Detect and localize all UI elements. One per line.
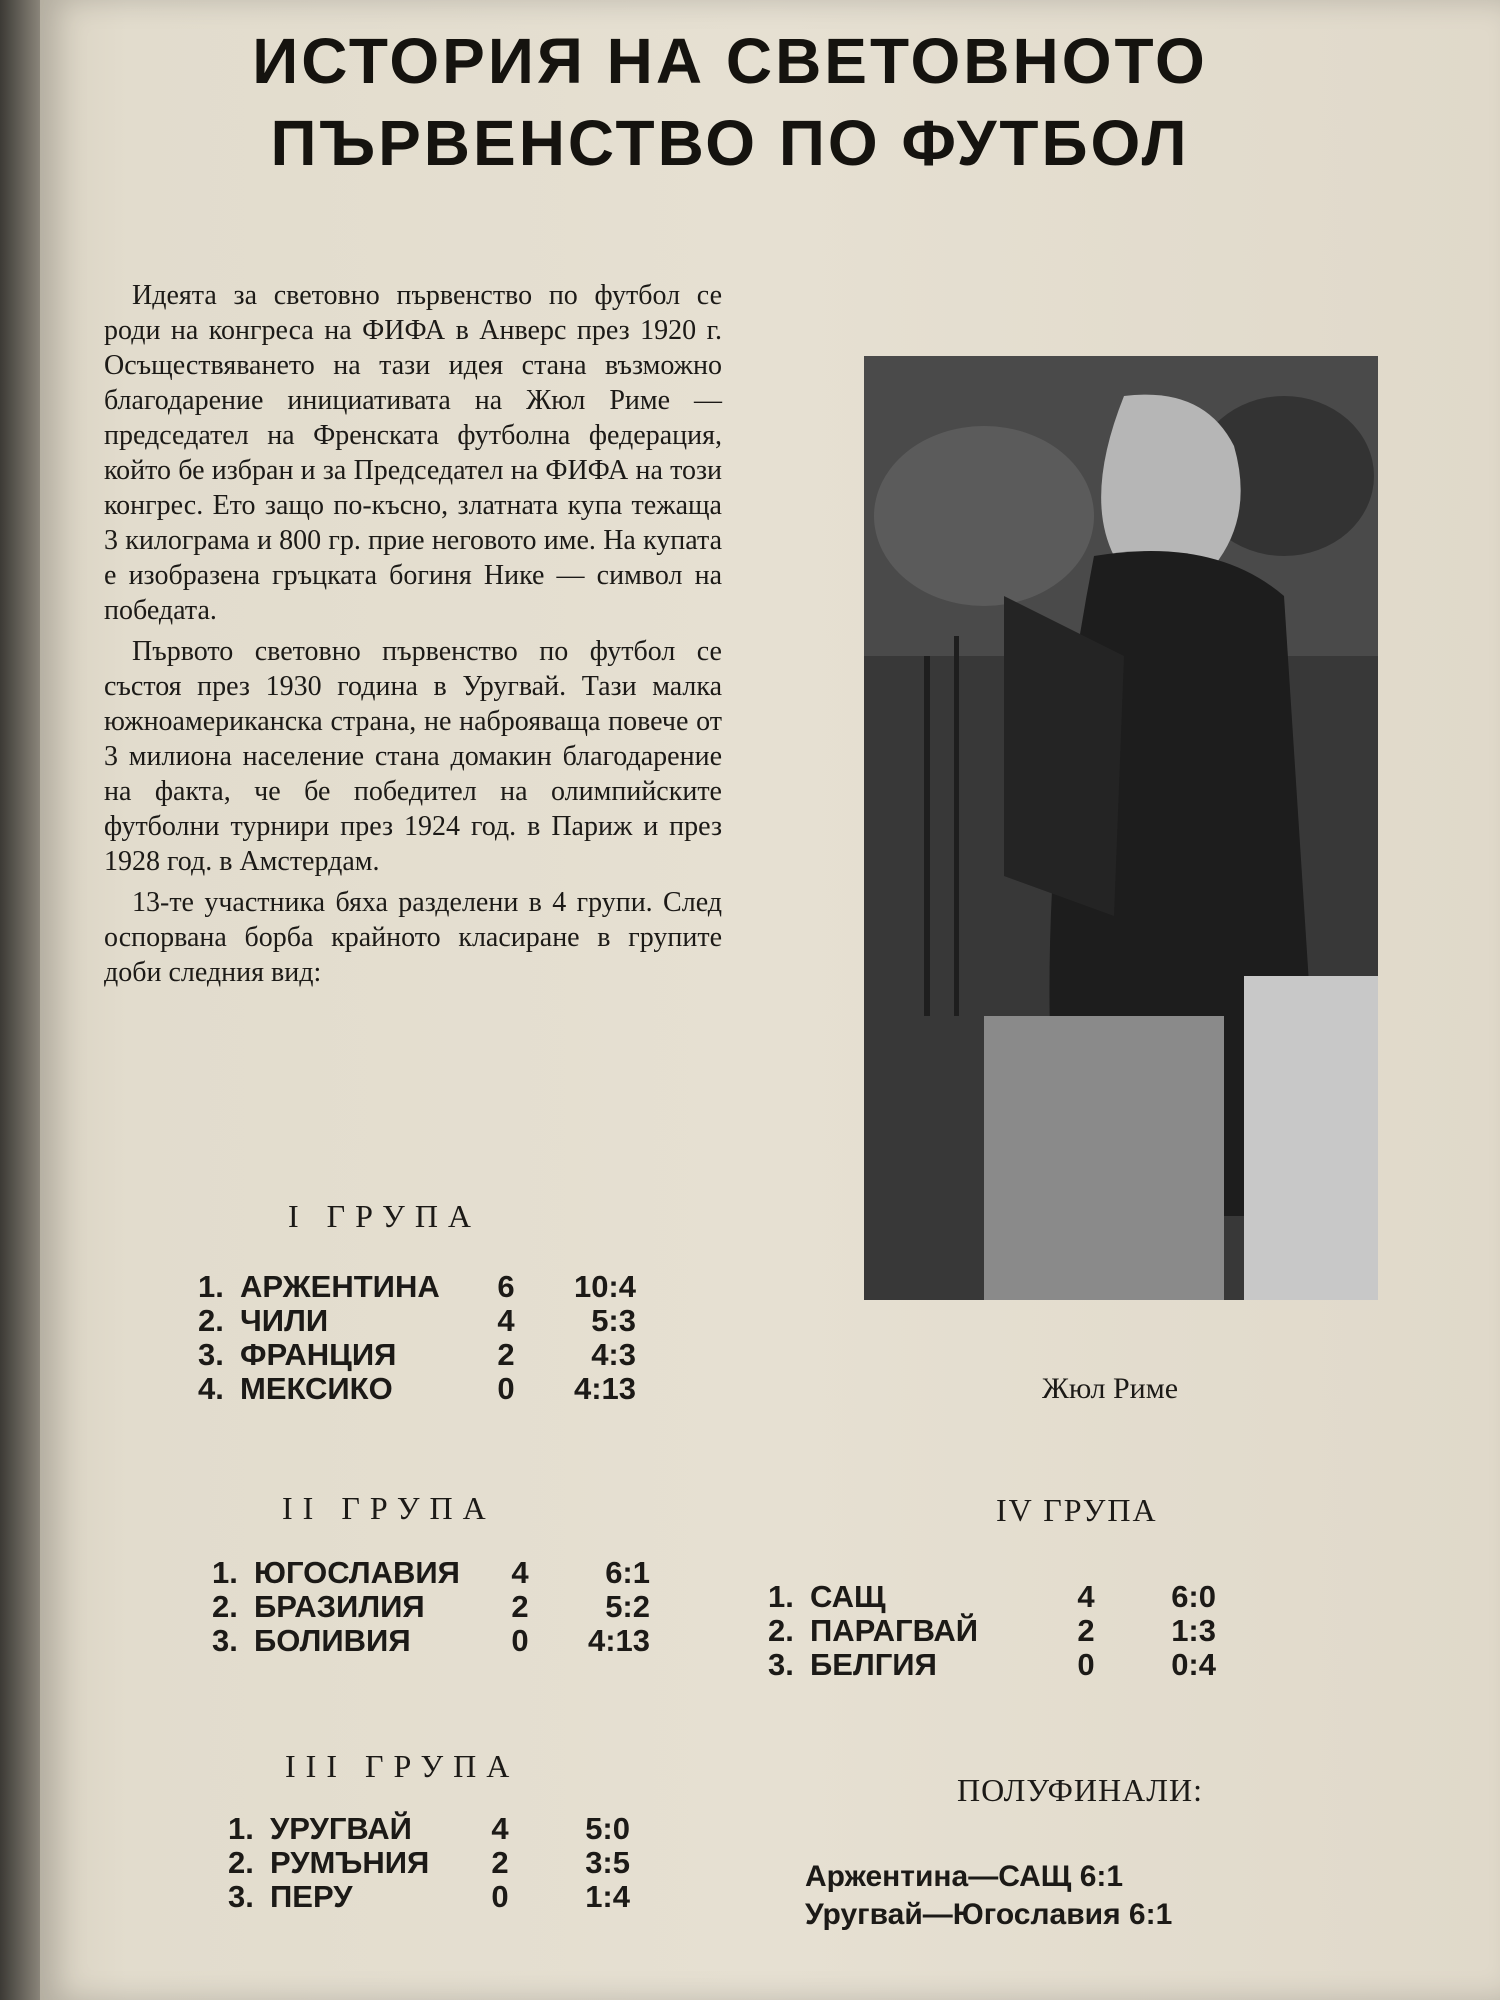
semifinal-match-1: Аржентина—САЩ 6:1 [805,1860,1124,1893]
title-line-1: ИСТОРИЯ НА СВЕТОВНОТО [252,25,1208,97]
group-3-heading: III ГРУПА [285,1748,520,1784]
table-row: 1. САЩ 4 6:0 [768,1579,1216,1614]
table-row: 1. АРЖЕНТИНА 6 10:4 [198,1269,636,1304]
semifinals-heading: ПОЛУФИНАЛИ: [957,1772,1203,1808]
table-row: 1. ЮГОСЛАВИЯ 4 6:1 [212,1555,650,1590]
portrait-illustration [864,356,1378,1300]
table-row: 2. ПАРАГВАЙ 2 1:3 [768,1613,1216,1648]
semifinal-match-2: Уругвай—Югославия 6:1 [805,1898,1173,1931]
group-1-table [198,1270,636,1406]
group-4-table [768,1580,1216,1682]
portrait-photo [864,356,1378,1300]
table-row: 3. БОЛИВИЯ 0 4:13 [212,1623,650,1658]
group-2-table [212,1556,650,1658]
article-paragraph-3: 13-те участника бяха разделени в 4 групи. След оспорвана борба крайното класиране в групите доби следния вид: [104,887,722,988]
table-row: 2. РУМЪНИЯ 2 3:5 [228,1845,630,1880]
photo-caption: Жюл Риме [1041,1372,1179,1405]
table-row: 4. МЕКСИКО 0 4:13 [198,1371,636,1406]
group-2-heading: II ГРУПА [282,1490,496,1526]
group-3-table [228,1812,630,1914]
table-row: 3. БЕЛГИЯ 0 0:4 [768,1647,1216,1682]
table-row: 3. ФРАНЦИЯ 2 4:3 [198,1337,636,1372]
table-row: 2. ЧИЛИ 4 5:3 [198,1303,636,1338]
article-paragraph-1: Идеята за световно първенство по футбол се роди на конгреса на ФИФА в Анверс през 1920 г. Осъществяването на тази идея стана възможно благодарение инициативата на Жюл Риме — председател на Френската футболна федерация, който бе избран и за Председател на ФИФА на този конгрес. Ето защо по-късно, златната купа тежаща 3 килограма и 800 гр. прие неговото име. На купата е изобразена гръцката богиня Нике — символ на победата. [104,280,722,626]
page-title [200,20,1260,184]
semifinals-results [805,1858,1172,1934]
table-row: 1. УРУГВАЙ 4 5:0 [228,1811,630,1846]
group-1-heading: I ГРУПА [288,1198,482,1234]
article-paragraph-2: Първото световно първенство по футбол се състоя през 1930 година в Уругвай. Тази малка южноамериканска страна, не наброяваща повече от 3 милиона население стана домакин благодарение на факта, че бе победител на олимпийските футболни турнири през 1924 год. в Париж и през 1928 год. в Амстердам. [104,636,722,877]
table-row: 3. ПЕРУ 0 1:4 [228,1879,630,1914]
group-4-heading: IV ГРУПА [996,1492,1158,1528]
title-line-2: ПЪРВЕНСТВО ПО ФУТБОЛ [270,107,1190,179]
article-body [104,278,722,996]
book-spine [0,0,40,2000]
table-row: 2. БРАЗИЛИЯ 2 5:2 [212,1589,650,1624]
